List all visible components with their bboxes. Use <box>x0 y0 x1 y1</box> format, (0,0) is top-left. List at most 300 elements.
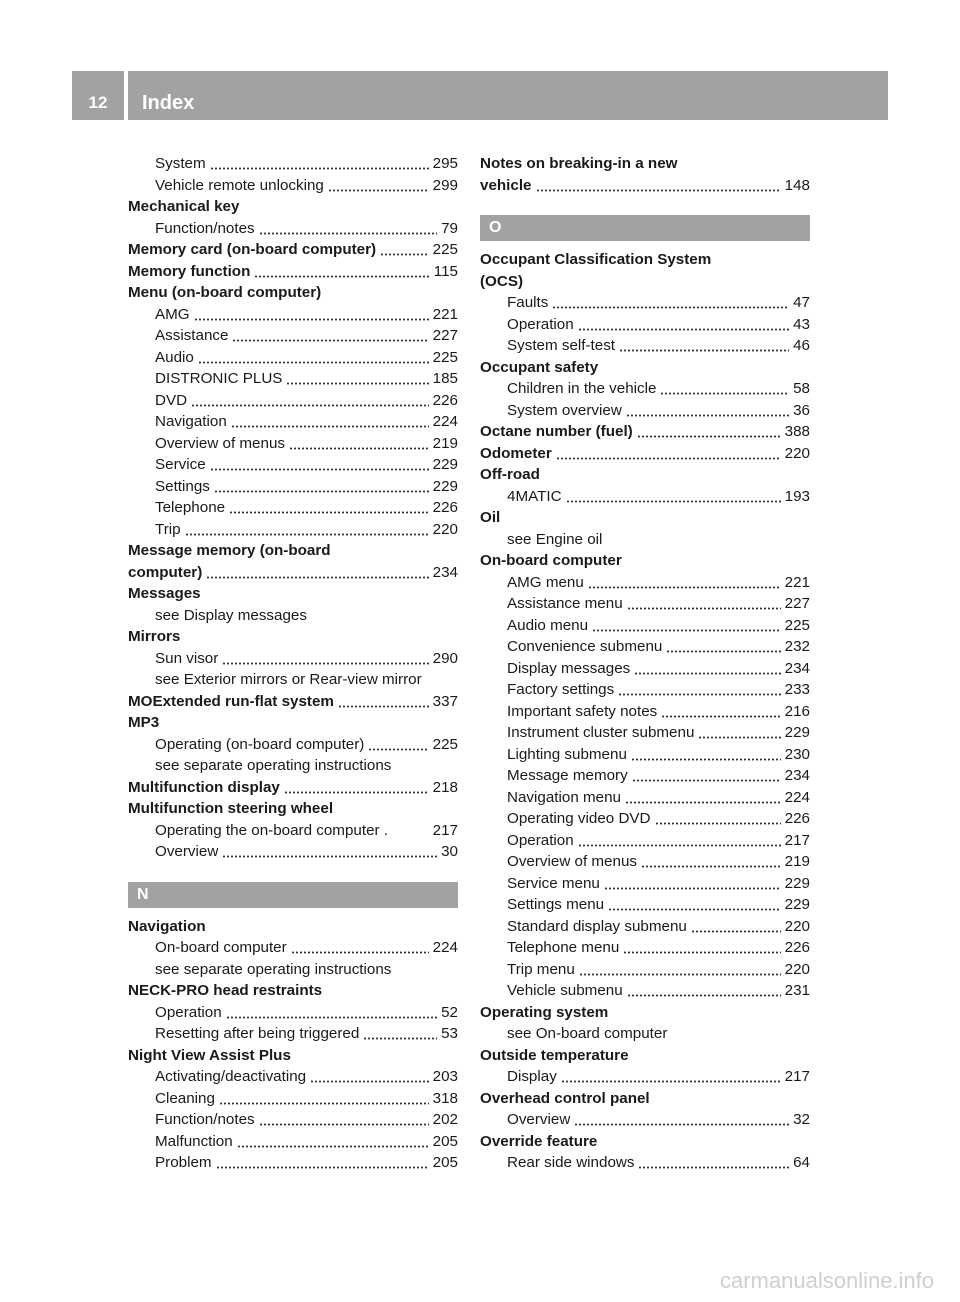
leader-dots <box>194 304 429 326</box>
entry-text: Trip <box>155 520 181 538</box>
entry-text: 4MATIC <box>507 487 562 505</box>
entry-text: Occupant Classification System <box>480 251 712 268</box>
leader-dots <box>191 390 429 412</box>
leader-dots <box>634 658 780 680</box>
page-ref: 224 <box>432 413 458 430</box>
index-subentry <box>480 980 810 1002</box>
page-ref: 229 <box>432 477 458 495</box>
entry-text: Multifunction steering wheel <box>128 800 334 817</box>
entry-text: Settings <box>155 477 210 495</box>
leader-dots <box>604 873 781 895</box>
page-ref: 220 <box>432 520 458 538</box>
leader-dots <box>661 701 780 723</box>
index-subentry <box>128 390 458 412</box>
entry-text: Activating/deactivating <box>155 1068 307 1085</box>
entry-text: MP3 <box>128 714 160 731</box>
leader-dots <box>286 368 428 390</box>
page-ref: 52 <box>441 1003 458 1021</box>
index-subentry <box>128 411 458 433</box>
index-subentry <box>128 959 458 981</box>
leader-dots <box>210 454 429 476</box>
page-header <box>72 71 888 120</box>
leader-dots <box>259 1109 429 1131</box>
index-subentry <box>128 648 458 670</box>
leader-dots <box>368 734 428 756</box>
index-subentry <box>128 937 458 959</box>
page-ref: 30 <box>441 843 458 860</box>
page-ref: 229 <box>432 456 458 473</box>
entry-text: see Display messages <box>155 606 307 624</box>
page-ref: 226 <box>784 810 810 827</box>
leader-dots <box>328 175 429 197</box>
entry-text: Telephone menu <box>507 939 620 956</box>
page-ref: 205 <box>432 1154 458 1171</box>
page-ref: 295 <box>432 155 458 172</box>
index-column-left <box>128 153 458 1174</box>
index-entry <box>480 357 810 379</box>
section-spacer <box>128 863 458 874</box>
index-entry <box>480 249 810 271</box>
entry-text: Problem <box>155 1154 212 1171</box>
index-subentry <box>480 1066 810 1088</box>
entry-text: Operating (on-board computer) <box>155 735 365 753</box>
entry-text: Multifunction display <box>128 778 280 796</box>
index-subentry <box>128 519 458 541</box>
index-subentry <box>128 1109 458 1131</box>
leader-dots <box>237 1131 429 1153</box>
index-subentry <box>480 486 810 508</box>
page-ref: 219 <box>784 853 810 870</box>
leader-dots <box>641 851 781 873</box>
entry-text: Audio menu <box>507 616 589 634</box>
page-ref: 226 <box>784 939 810 956</box>
index-subentry <box>128 325 458 347</box>
index-subentry <box>480 658 810 680</box>
leader-dots <box>666 636 780 658</box>
index-entry <box>480 1002 810 1024</box>
section-spacer <box>480 196 810 207</box>
page-ref: 233 <box>784 681 810 698</box>
page-ref: 229 <box>784 724 810 741</box>
page-ref: 227 <box>784 595 810 612</box>
page-ref: 234 <box>432 563 458 581</box>
entry-text: Display messages <box>507 659 631 677</box>
entry-text: Children in the vehicle <box>507 380 657 397</box>
leader-dots <box>210 153 429 175</box>
entry-text: Settings menu <box>507 896 605 913</box>
entry-text: Overview <box>507 1111 571 1128</box>
entry-text: AMG menu <box>507 573 584 591</box>
index-entry <box>480 421 810 443</box>
page-ref: 216 <box>784 702 810 720</box>
leader-dots <box>338 691 429 713</box>
page-ref: 32 <box>793 1111 810 1128</box>
index-subentry <box>128 497 458 519</box>
page-ref: 234 <box>784 659 810 677</box>
index-subentry <box>480 959 810 981</box>
leader-dots <box>631 744 781 766</box>
index-entry <box>128 562 458 584</box>
entry-text: see Exterior mirrors or Rear-view mirror <box>155 671 422 688</box>
index-subentry <box>480 722 810 744</box>
leader-dots <box>284 777 429 799</box>
index-entry <box>128 196 458 218</box>
entry-text: Octane number (fuel) <box>480 423 633 440</box>
page-ref: 290 <box>432 649 458 667</box>
leader-dots <box>626 400 789 422</box>
entry-text: Lighting submenu <box>507 745 627 763</box>
leader-dots <box>219 1088 429 1110</box>
leader-dots <box>291 937 429 959</box>
index-subentry <box>128 605 458 627</box>
entry-text: Operation <box>155 1003 222 1021</box>
leader-dots <box>698 722 780 744</box>
page-ref: 220 <box>784 917 810 935</box>
page-ref: 79 <box>441 219 458 237</box>
page-ref: 220 <box>784 960 810 978</box>
index-subentry <box>128 669 458 691</box>
letter-heading: O <box>480 215 810 241</box>
entry-text: NECK-PRO head restraints <box>128 982 323 999</box>
index-subentry <box>480 787 810 809</box>
page-ref: 64 <box>793 1154 810 1171</box>
entry-text: Operating system <box>480 1003 609 1021</box>
entry-text: System <box>155 155 206 172</box>
leader-dots <box>229 497 429 519</box>
letter-heading: N <box>128 882 458 908</box>
entry-text: Oil <box>480 509 501 526</box>
entry-text: Assistance menu <box>507 595 623 612</box>
index-subentry <box>128 368 458 390</box>
index-entry <box>128 980 458 1002</box>
index-subentry <box>128 1088 458 1110</box>
entry-text: Overview <box>155 843 219 860</box>
index-entry <box>480 153 810 175</box>
leader-dots <box>660 378 789 400</box>
entry-text: vehicle <box>480 176 532 194</box>
entry-text: Menu (on-board computer) <box>128 284 322 301</box>
entry-text: Factory settings <box>507 681 615 698</box>
leader-dots <box>561 1066 781 1088</box>
entry-text: Function/notes <box>155 219 255 237</box>
entry-text: Overhead control panel <box>480 1089 650 1107</box>
entry-text: Cleaning <box>155 1089 215 1107</box>
entry-text: Operating video DVD <box>507 810 651 827</box>
leader-dots <box>552 292 789 314</box>
entry-text: see Engine oil <box>507 530 603 548</box>
index-entry <box>128 583 458 605</box>
entry-text: Service <box>155 456 206 473</box>
index-subentry <box>480 851 810 873</box>
section-title: Index <box>142 92 195 114</box>
page-ref: 225 <box>432 241 458 258</box>
index-subentry <box>480 873 810 895</box>
entry-text: Service menu <box>507 874 600 892</box>
index-subentry <box>128 454 458 476</box>
page-ref: 229 <box>784 896 810 913</box>
index-entry <box>128 282 458 304</box>
leader-dots <box>226 1002 437 1024</box>
leader-dots <box>691 916 781 938</box>
entry-text: Telephone <box>155 499 226 516</box>
leader-dots <box>638 1152 789 1174</box>
index-entry <box>128 777 458 799</box>
entry-text: Vehicle submenu <box>507 982 623 999</box>
leader-dots <box>608 894 781 916</box>
entry-text: Important safety notes <box>507 702 658 720</box>
index-subentry <box>480 529 810 551</box>
index-entry <box>128 798 458 820</box>
index-entry <box>480 550 810 572</box>
leader-dots <box>618 679 780 701</box>
entry-text: Standard display submenu <box>507 917 687 935</box>
page-ref: 58 <box>793 380 810 397</box>
page-ref: 193 <box>784 487 810 505</box>
leader-dots <box>655 808 781 830</box>
leader-dots <box>556 443 781 465</box>
index-subentry <box>480 744 810 766</box>
page-ref: 230 <box>784 745 810 763</box>
page-ref: 234 <box>784 767 810 784</box>
page-ref: 217 <box>784 831 810 849</box>
entry-text: Resetting after being triggered <box>155 1025 360 1042</box>
index-entry <box>480 464 810 486</box>
leader-dots <box>380 239 429 261</box>
entry-text: Navigation menu <box>507 788 621 806</box>
entry-text: Memory function <box>128 262 251 280</box>
entry-text: Sun visor <box>155 649 219 667</box>
index-subentry <box>480 701 810 723</box>
index-entry <box>128 239 458 261</box>
page-ref: 46 <box>793 337 810 354</box>
page-ref: 218 <box>432 778 458 796</box>
page-ref: 227 <box>432 327 458 344</box>
index-subentry <box>480 593 810 615</box>
entry-text: Mechanical key <box>128 198 240 215</box>
page-ref: 221 <box>784 573 810 591</box>
index-subentry <box>128 433 458 455</box>
leader-dots <box>574 1109 789 1131</box>
index-entry <box>128 691 458 713</box>
leader-dots <box>310 1066 429 1088</box>
entry-text: Vehicle remote unlocking <box>155 176 324 194</box>
entry-text: Mirrors <box>128 628 181 645</box>
index-entry <box>128 261 458 283</box>
entry-text: System overview <box>507 401 622 419</box>
index-subentry <box>480 292 810 314</box>
entry-text: Overview of menus <box>507 853 637 870</box>
leader-dots <box>206 562 428 584</box>
index-subentry <box>480 679 810 701</box>
entry-text: System self-test <box>507 337 616 354</box>
leader-dots <box>536 175 781 197</box>
page-ref: 185 <box>432 370 458 387</box>
leader-dots <box>625 787 781 809</box>
page-ref: 229 <box>784 874 810 892</box>
index-subentry <box>480 615 810 637</box>
leader-dots <box>232 325 428 347</box>
entry-text: Occupant safety <box>480 358 599 376</box>
page-number: 12 <box>88 93 108 112</box>
index-subentry <box>128 1066 458 1088</box>
leader-dots <box>627 593 781 615</box>
page-ref: 231 <box>784 982 810 999</box>
index-subentry <box>128 1023 458 1045</box>
leader-dots <box>259 218 437 240</box>
index-subentry <box>128 347 458 369</box>
page-ref: 232 <box>784 638 810 655</box>
leader-dots <box>578 830 781 852</box>
page-ref: 224 <box>784 788 810 806</box>
page-ref: 226 <box>432 391 458 409</box>
leader-dots <box>588 572 781 594</box>
leader-dots <box>579 959 781 981</box>
index-subentry <box>128 153 458 175</box>
entry-text: Message memory (on-board <box>128 542 331 559</box>
page-ref: 219 <box>432 434 458 452</box>
entry-text: see separate operating instructions <box>155 757 392 774</box>
page-ref: 205 <box>432 1132 458 1150</box>
page-ref: 47 <box>793 294 810 311</box>
entry-text: Message memory <box>507 767 628 784</box>
leader-dots <box>632 765 781 787</box>
entry-text: Messages <box>128 585 201 602</box>
page-ref: 225 <box>432 348 458 366</box>
index-subentry <box>128 841 458 863</box>
page-ref: 220 <box>784 444 810 462</box>
page-ref: 53 <box>441 1025 458 1042</box>
entry-text: Memory card (on-board computer) <box>128 241 377 258</box>
page-ref: 202 <box>432 1111 458 1128</box>
index-subentry <box>480 808 810 830</box>
page-ref: 115 <box>433 262 458 280</box>
index-subentry <box>480 400 810 422</box>
page-ref: 388 <box>784 423 810 440</box>
index-entry <box>128 626 458 648</box>
index-subentry <box>480 378 810 400</box>
entry-text: DVD <box>155 391 188 409</box>
page-ref: 221 <box>432 305 458 323</box>
leader-dots <box>198 347 429 369</box>
leader-dots <box>627 980 781 1002</box>
leader-dots <box>222 648 428 670</box>
entry-text: Navigation <box>155 413 227 430</box>
entry-text: Function/notes <box>155 1111 255 1128</box>
index-subentry <box>480 636 810 658</box>
index-entry <box>480 1131 810 1153</box>
index-entry <box>480 1045 810 1067</box>
index-subentry <box>480 830 810 852</box>
entry-text: Operation <box>507 831 574 849</box>
entry-text: Convenience submenu <box>507 638 663 655</box>
leader-dots <box>392 820 429 842</box>
entry-text: Assistance <box>155 327 229 344</box>
index-entry <box>128 712 458 734</box>
index-subentry <box>480 314 810 336</box>
entry-text: see On-board computer <box>507 1025 668 1042</box>
leader-dots <box>289 433 429 455</box>
leader-dots <box>637 421 781 443</box>
page-ref: 43 <box>793 315 810 333</box>
index-subentry <box>128 476 458 498</box>
page-ref: 203 <box>432 1068 458 1085</box>
index-subentry <box>480 937 810 959</box>
entry-text: Display <box>507 1068 557 1085</box>
entry-text: On-board computer <box>155 939 287 956</box>
leader-dots <box>222 841 437 863</box>
index-entry <box>480 507 810 529</box>
entry-text: Trip menu <box>507 960 575 978</box>
leader-dots <box>216 1152 429 1174</box>
index-subentry <box>128 1152 458 1174</box>
index-subentry <box>128 1002 458 1024</box>
entry-text: DISTRONIC PLUS <box>155 370 283 387</box>
page-ref: 217 <box>432 821 458 839</box>
index-subentry <box>480 335 810 357</box>
page-ref: 224 <box>432 939 458 956</box>
entry-text: Faults <box>507 294 549 311</box>
page-ref: 337 <box>432 692 458 710</box>
entry-text: Malfunction <box>155 1132 233 1150</box>
page-ref: 226 <box>432 499 458 516</box>
page-ref: 225 <box>784 616 810 634</box>
page-ref: 318 <box>432 1089 458 1107</box>
index-entry <box>128 916 458 938</box>
index-subentry <box>480 894 810 916</box>
index-subentry <box>480 1109 810 1131</box>
entry-text: Outside temperature <box>480 1046 629 1064</box>
entry-text: Odometer <box>480 444 552 462</box>
leader-dots <box>214 476 429 498</box>
watermark: carmanualsonline.info <box>720 1268 935 1293</box>
entry-text: Operating the on-board computer . <box>155 821 389 839</box>
index-subentry <box>128 175 458 197</box>
page-ref: 148 <box>784 176 810 194</box>
index-subentry <box>480 1152 810 1174</box>
entry-text: Navigation <box>128 917 206 935</box>
leader-dots <box>592 615 781 637</box>
entry-text: see separate operating instructions <box>155 960 392 978</box>
index-entry <box>480 271 810 293</box>
leader-dots <box>619 335 789 357</box>
entry-text: computer) <box>128 563 203 581</box>
leader-dots <box>363 1023 437 1045</box>
entry-text: Night View Assist Plus <box>128 1046 291 1064</box>
leader-dots <box>185 519 429 541</box>
page-ref: 217 <box>784 1068 810 1085</box>
entry-text: Operation <box>507 315 574 333</box>
entry-text: Rear side windows <box>507 1154 635 1171</box>
index-subentry <box>128 1131 458 1153</box>
index-subentry <box>480 572 810 594</box>
index-subentry <box>128 820 458 842</box>
entry-text: Override feature <box>480 1132 598 1150</box>
index-entry <box>128 540 458 562</box>
index-subentry <box>480 1023 810 1045</box>
entry-text: MOExtended run-flat system <box>128 692 334 710</box>
entry-text: Notes on breaking-in a new <box>480 155 678 172</box>
entry-text: Overview of menus <box>155 434 285 452</box>
index-subentry <box>128 304 458 326</box>
entry-text: AMG <box>155 305 190 323</box>
leader-dots <box>231 411 429 433</box>
index-entry <box>480 443 810 465</box>
page-ref: 299 <box>432 176 458 194</box>
entry-text: Off-road <box>480 466 540 483</box>
leader-dots <box>254 261 429 283</box>
page-ref: 36 <box>793 401 810 419</box>
index-entry <box>480 175 810 197</box>
